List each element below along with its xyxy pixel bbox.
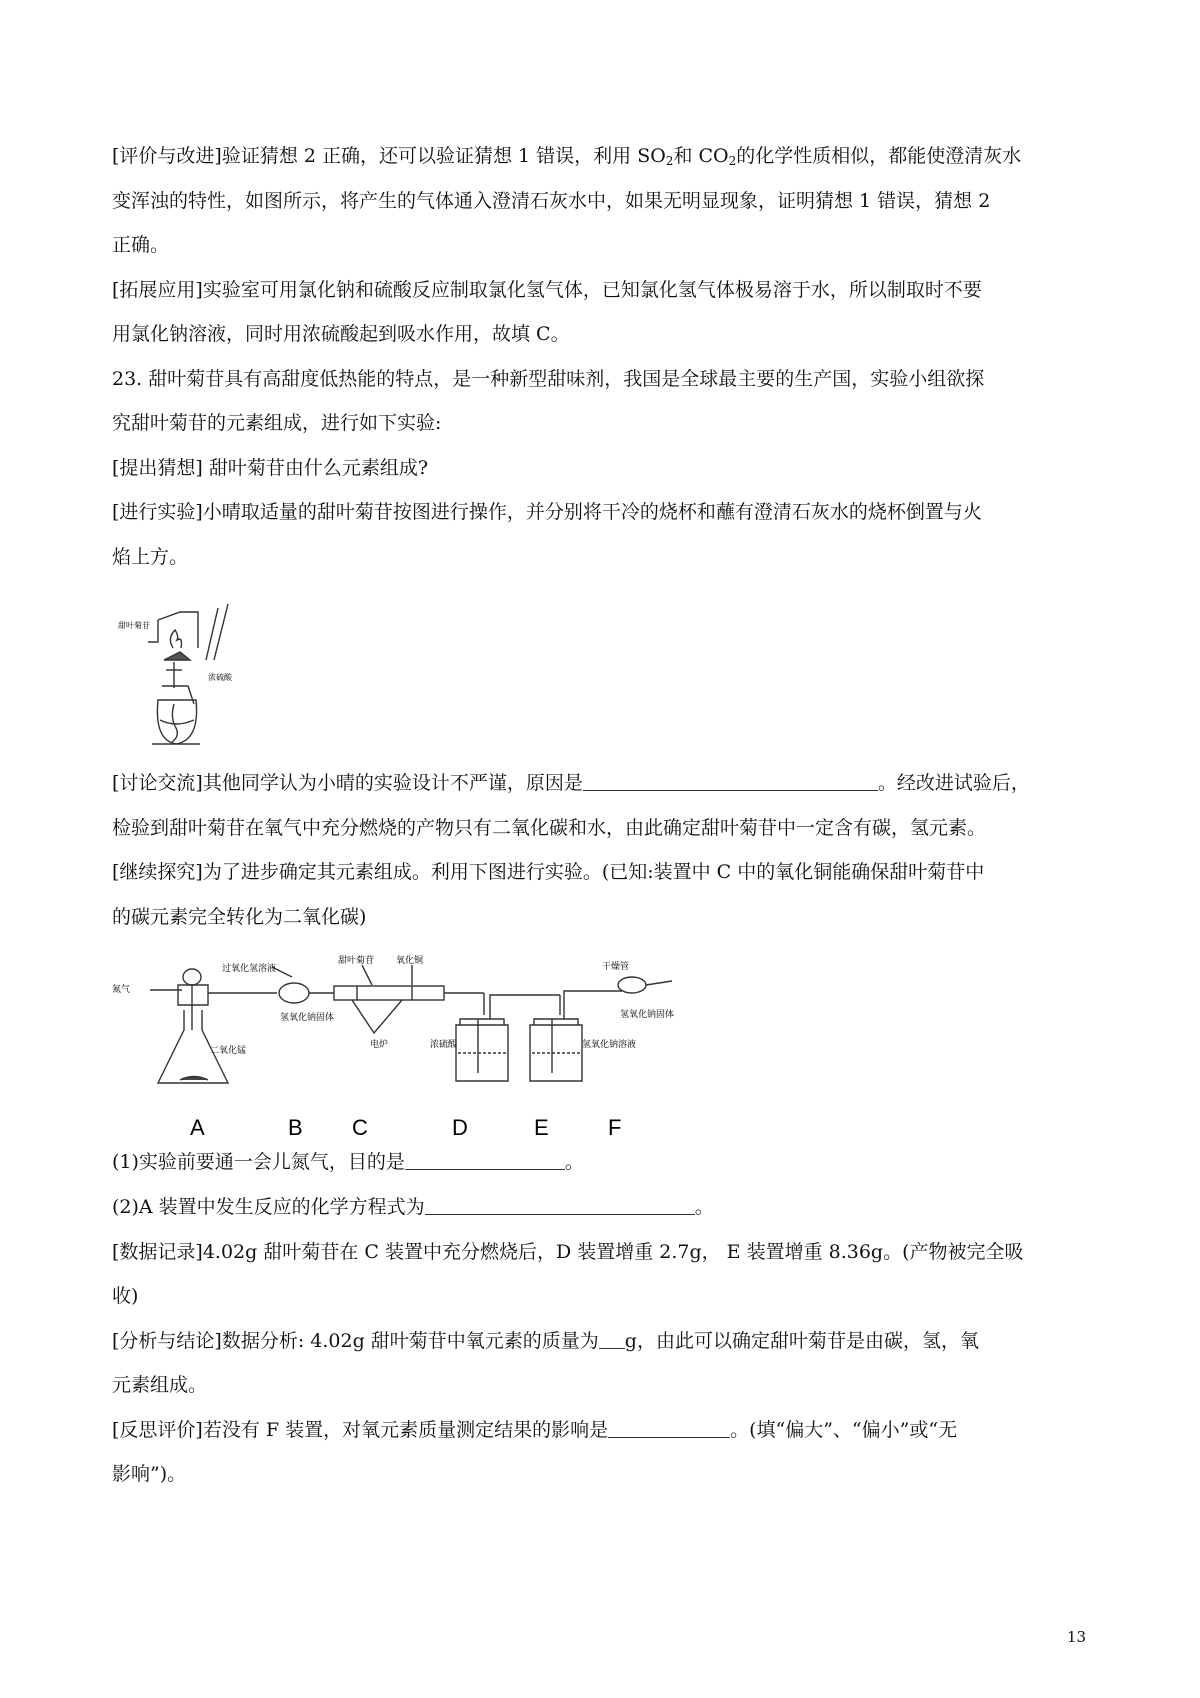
text-line: 焰上方。 xyxy=(112,546,189,568)
page-number: 13 xyxy=(1067,1628,1087,1646)
figure-label: 浓硫酸 xyxy=(208,673,232,682)
text-line: 检验到甜叶菊苷在氧气中充分燃烧的产物只有二氧化碳和水，由此确定甜叶菊苷中一定含有碳，氢元素。 xyxy=(112,817,987,839)
text-line: [分析与结论]数据分析: 4.02g 甜叶菊苷中氧元素的质量为 g，由此可以确定甜叶菊苷是由碳，氢，氧 xyxy=(112,1330,979,1352)
figure-label: 电炉 xyxy=(370,1040,389,1050)
answer-blank xyxy=(405,1151,565,1170)
text-line: 的碳元素完全转化为二氧化碳) xyxy=(112,906,367,928)
apparatus-letter: E xyxy=(534,1115,549,1140)
answer-blank xyxy=(583,772,878,791)
figure-label: 过氧化氢溶液 xyxy=(222,964,277,974)
apparatus-letter: A xyxy=(190,1115,205,1140)
text-line: [讨论交流]其他同学认为小晴的实验设计不严谨，原因是 。经改进试验后， xyxy=(112,772,1030,794)
figure-label: 氢氧化钠固体 xyxy=(620,1010,675,1020)
text-line: 收) xyxy=(112,1285,139,1307)
combustion-apparatus-figure xyxy=(118,600,288,762)
text-line: [提出猜想] 甜叶菊苷由什么元素组成? xyxy=(112,457,429,479)
text-line: 用氯化钠溶液，同时用浓硫酸起到吸水作用，故填 C。 xyxy=(112,323,570,345)
apparatus-letter: D xyxy=(452,1115,468,1140)
text-line: 元素组成。 xyxy=(112,1374,208,1396)
text-line: 变浑浊的特性，如图所示，将产生的气体通入澄清石灰水中，如果无明显现象，证明猜想 1 错误，猜想 2 xyxy=(112,190,991,212)
text-line: [继续探究]为了进步确定其元素组成。利用下图进行实验。(已知:装置中 C 中的氧化铜能确保甜叶菊苷中 xyxy=(112,861,985,883)
text-line: 影响”)。 xyxy=(112,1463,187,1485)
text-line: 23. 甜叶菊苷具有高甜度低热能的特点，是一种新型甜味剂，我国是全球最主要的生产国，实验小组欲探 xyxy=(112,368,985,390)
text-line: [拓展应用]实验室可用氯化钠和硫酸反应制取氯化氢气体，已知氯化氢气体极易溶于水，所以制取时不要 xyxy=(112,279,982,301)
figure-label: 浓硫酸 xyxy=(430,1040,458,1050)
text-line: [数据记录]4.02g 甜叶菊苷在 C 装置中充分燃烧后，D 装置增重 2.7g， E 装置增重 8.36g。(产物被完全吸 xyxy=(112,1241,1024,1263)
figure-label: 甜叶菊苷 xyxy=(118,621,150,630)
apparatus-letter: F xyxy=(608,1115,622,1140)
text-line: [反思评价]若没有 F 装置，对氧元素质量测定结果的影响是 。(填“偏大”、“偏小”或“无 xyxy=(112,1419,958,1441)
apparatus-letter: B xyxy=(288,1115,303,1140)
figure-label: 氧化铜 xyxy=(396,956,424,966)
figure-label: 甜叶菊苷 xyxy=(338,956,375,966)
answer-blank xyxy=(425,1196,695,1215)
answer-blank xyxy=(608,1419,730,1438)
text-line: 正确。 xyxy=(112,234,170,256)
figure-label: 干燥管 xyxy=(602,962,630,972)
apparatus-train-figure xyxy=(112,955,742,1145)
text-line: [评价与改进]验证猜想 2 正确，还可以验证猜想 1 错误，利用 $SO_2$和 $CO_2$的化学性质相似，都能使澄清灰水 xyxy=(112,145,1022,168)
text-line: [进行实验]小晴取适量的甜叶菊苷按图进行操作，并分别将干冷的烧杯和蘸有澄清石灰水的烧杯倒置与火 xyxy=(112,501,982,523)
figure-label: 二氧化锰 xyxy=(210,1046,247,1056)
text-line: 究甜叶菊苷的元素组成，进行如下实验: xyxy=(112,412,442,434)
apparatus-letter: C xyxy=(352,1115,368,1140)
figure-label: 氢氧化钠溶液 xyxy=(582,1040,637,1050)
text-line: (2)A 装置中发生反应的化学方程式为 。 xyxy=(112,1196,714,1218)
answer-blank xyxy=(599,1330,625,1349)
figure-label: 氢氧化钠固体 xyxy=(280,1013,335,1023)
figure-label: 氮气 xyxy=(112,985,131,995)
text-line: (1)实验前要通一会儿氮气，目的是 。 xyxy=(112,1151,584,1173)
